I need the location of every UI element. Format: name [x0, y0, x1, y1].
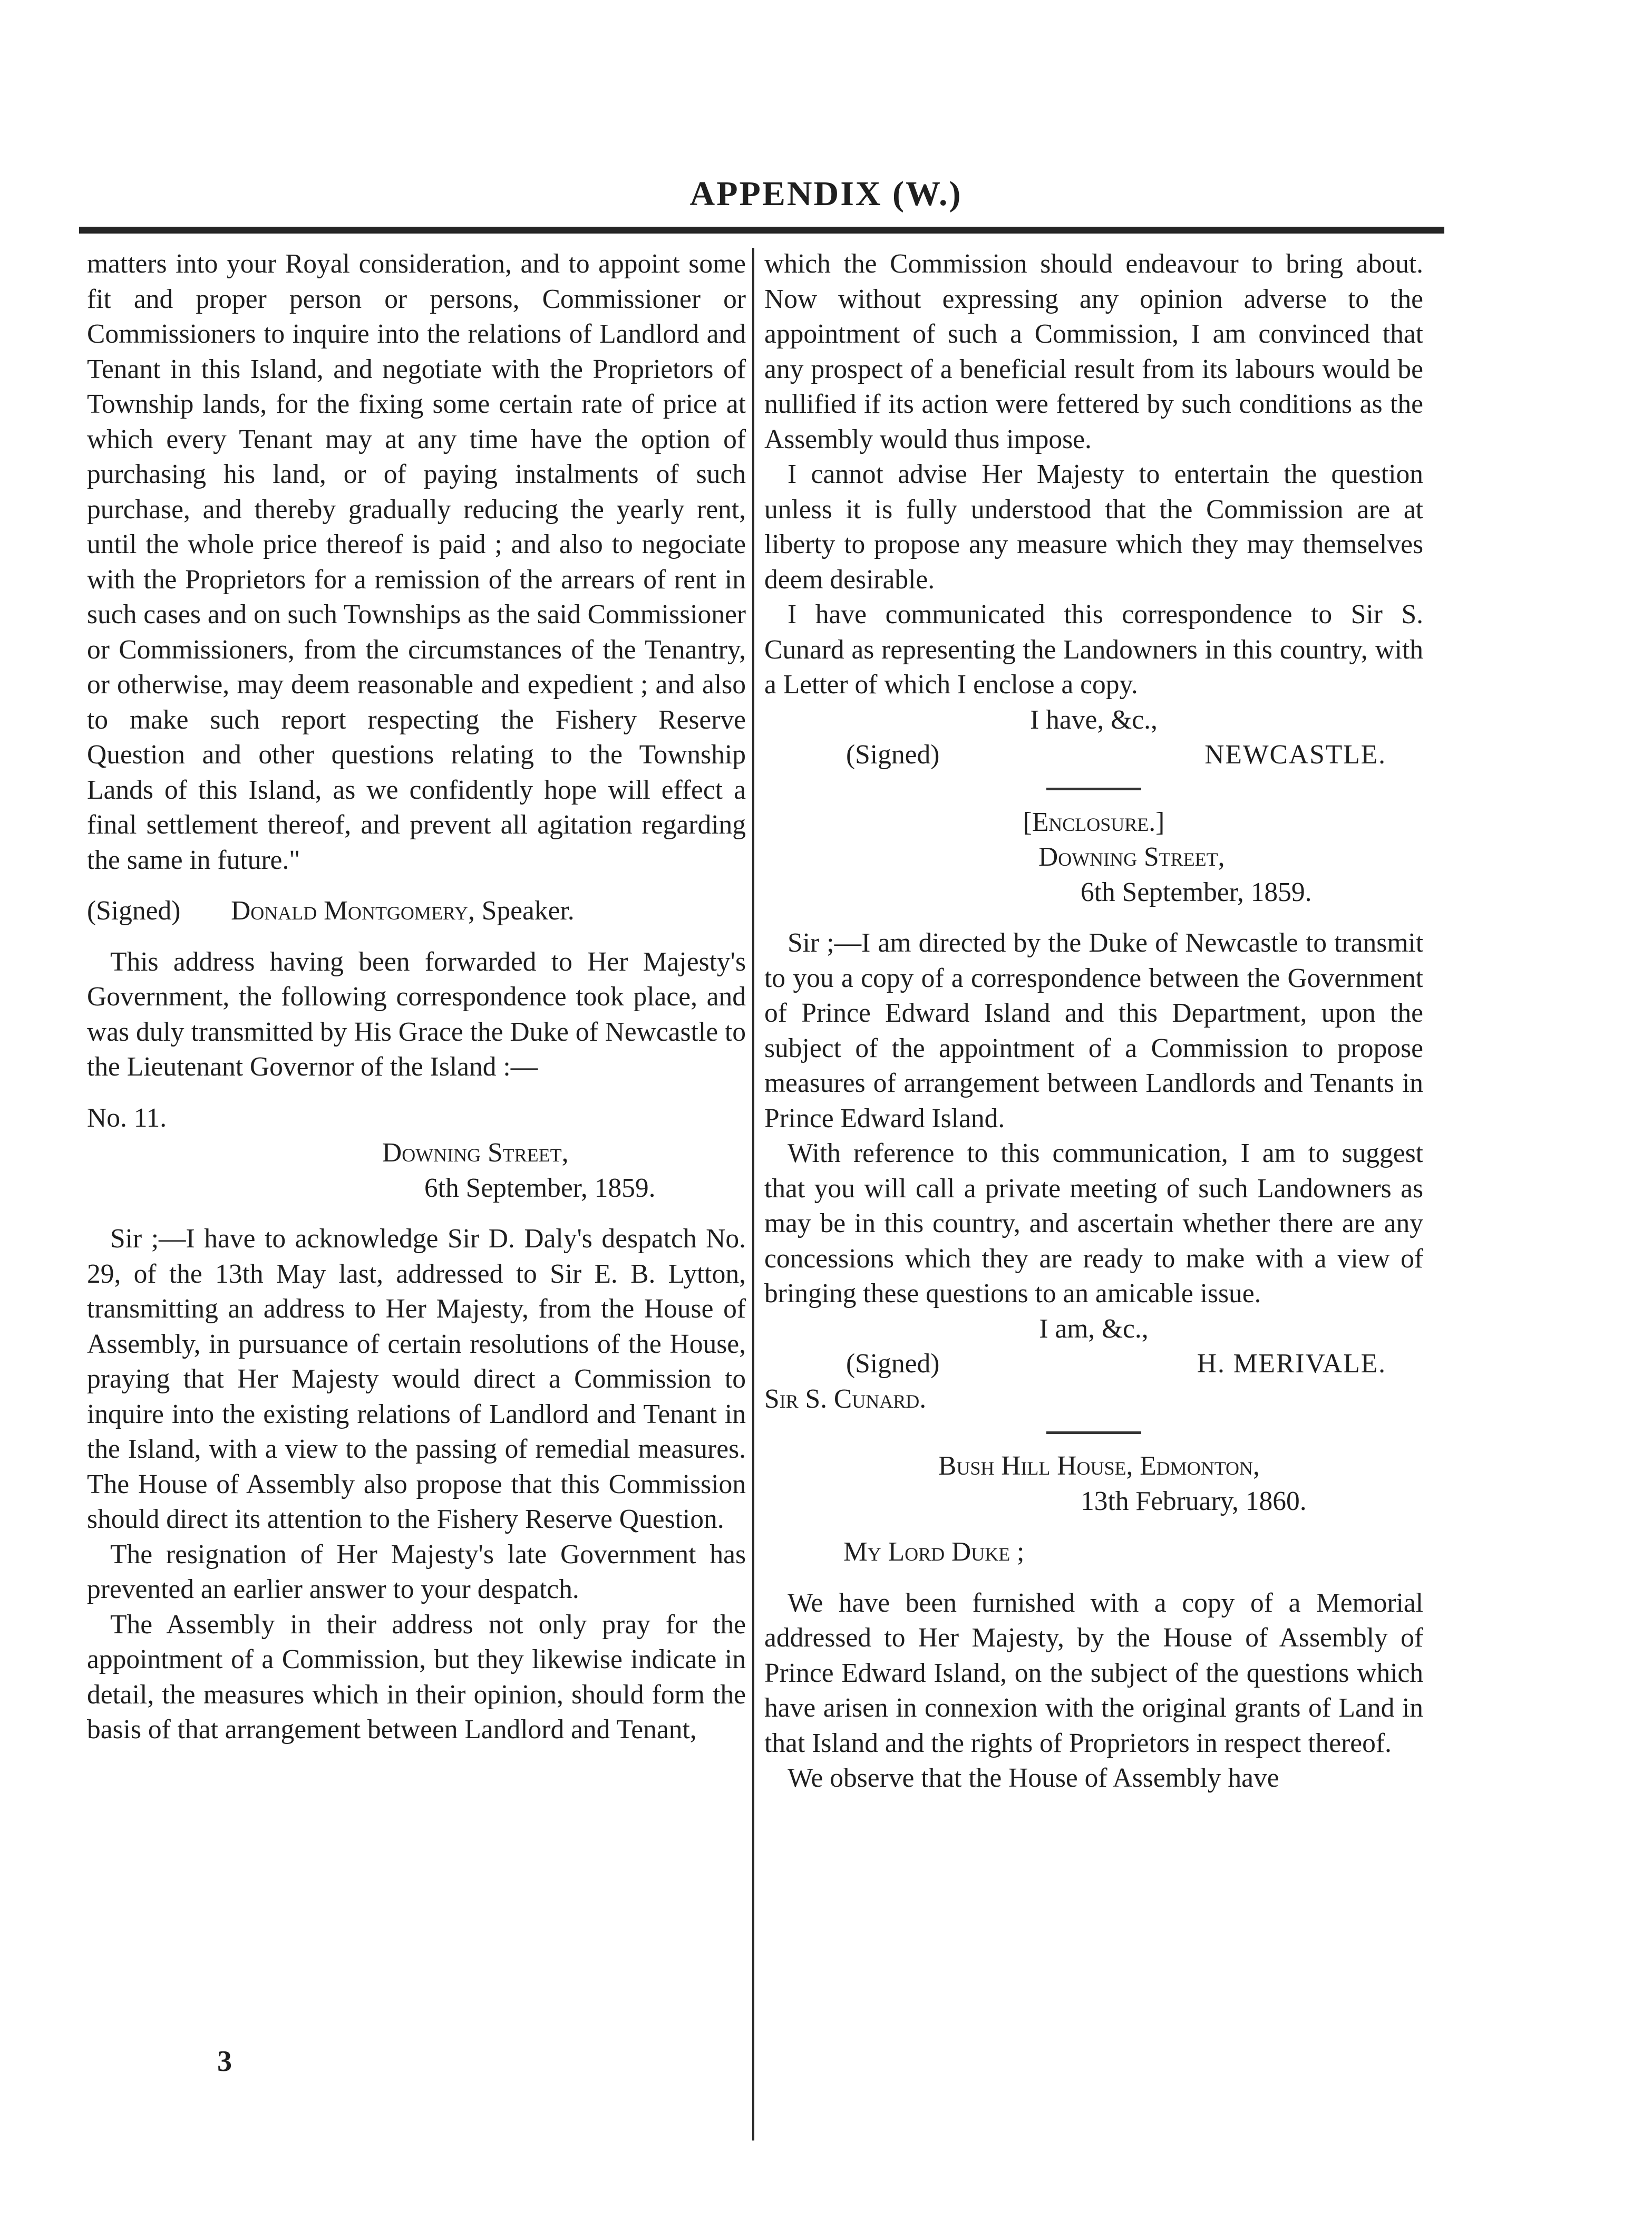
- signed-label: (Signed): [87, 896, 181, 926]
- signed-label: (Signed): [846, 1349, 940, 1379]
- left-paragraph-2: This address having been forwarded to Her Majesty's Government, the following correspondence took place, and was duly transmitted by His Grace the Duke of Newcastle to the Lieutenant Governor of the Island :—: [87, 946, 746, 1082]
- speaker-role: , Speaker.: [468, 896, 575, 926]
- newcastle-name: NEWCASTLE.: [1204, 740, 1386, 770]
- merivale-name: H. MERIVALE.: [1197, 1349, 1386, 1379]
- closing-2: I am, &c.,: [1039, 1313, 1149, 1344]
- right-address-line-3: Bush Hill House, Edmonton,: [938, 1451, 1260, 1481]
- merivale-signature-line: [764, 1347, 1423, 1382]
- left-paragraph-1: matters into your Royal consideration, and to appoint some fit and proper person or persons, Commissioner or Commissioners to inquire into the relations of Landlord and Tenant in this Island, and negotiate with the Proprietors of Township lands, for the fixing some certain rate of price at which every Tenant may at any time have the option of purchasing his land, or of paying instalments of such purchase, and thereby gradually reducing the yearly rent, until the whole price thereof is paid ; and also to negociate with the Proprietors for a remission of the arrears of rent in such cases and on such Townships as the said Commissioner or Commissioners, from the circumstances of the Tenantry, or otherwise, may deem reasonable and expedient ; and also to make such report respecting the Fishery Reserve Question and other questions relating to the Township Lands of this Island, as we confidently hope will effect a final settlement thereof, and prevent all agitation regarding the same in future.": [87, 249, 746, 875]
- salutation: My Lord Duke ;: [843, 1537, 1025, 1567]
- right-paragraph-7: We observe that the House of Assembly have: [788, 1763, 1279, 1793]
- right-paragraph-6: We have been furnished with a copy of a Memorial addressed to Her Majesty, by the House of Assembly of Prince Edward Island, on the subject of the questions which have arisen in connexion with the original grants of Land in that Island and the rights of Proprietors in respect thereof.: [764, 1587, 1423, 1758]
- left-column: [87, 247, 746, 2166]
- section-rule-1: [1046, 788, 1141, 790]
- speaker-signature-line: [87, 894, 746, 929]
- newcastle-signature-line: [764, 738, 1423, 773]
- recipient: Sir S. Cunard.: [764, 1383, 927, 1414]
- right-paragraph-3: I have communicated this correspondence to Sir S. Cunard as representing the Landowners in this country, with a Letter of which I enclose a copy.: [764, 599, 1423, 700]
- left-paragraph-3: Sir ;—I have to acknowledge Sir D. Daly's despatch No. 29, of the 13th May last, addressed to Sir E. B. Lytton, transmitting an address to Her Majesty, from the House of Assembly, in pursuance of certain resolutions of the House, praying that Her Majesty would direct a Commission to inquire into the existing relations of Landlord and Tenant in the Island, with a view to the passing of remedial measures. The House of Assembly also propose that this Commission should direct its attention to the Fishery Reserve Question.: [87, 1224, 746, 1534]
- left-address-line-1: Downing Street,: [382, 1138, 569, 1168]
- right-paragraph-4: Sir ;—I am directed by the Duke of Newcastle to transmit to you a copy of a correspondence between the Government of Prince Edward Island and this Department, upon the subject of the appointment of a Commission to propose measures of arrangement between Landlords and Tenants in Prince Edward Island.: [764, 928, 1423, 1134]
- right-address-line-4: 13th February, 1860.: [1081, 1486, 1307, 1516]
- right-address-line-2: 6th September, 1859.: [1081, 877, 1312, 907]
- right-column: [764, 247, 1423, 2166]
- left-address-line-2: 6th September, 1859.: [424, 1173, 656, 1203]
- page-header: APPENDIX (W.): [689, 175, 963, 213]
- enclosure-heading: [Enclosure.]: [1023, 807, 1165, 837]
- left-paragraph-5: The Assembly in their address not only pray for the appointment of a Commission, but they likewise indicate in detail, the measures which in their opinion, should form the basis of that arrangement between Landlord and Tenant,: [87, 1609, 746, 1745]
- right-address-line-1: Downing Street,: [1038, 842, 1225, 872]
- closing-1: I have, &c.,: [1030, 704, 1158, 735]
- section-rule-2: [1046, 1431, 1141, 1434]
- right-paragraph-2: I cannot advise Her Majesty to entertain the question unless it is fully understood that the Commission are at liberty to propose any measure which they may themselves deem desirable.: [764, 459, 1423, 595]
- despatch-number: No. 11.: [87, 1102, 167, 1133]
- signed-label: (Signed): [846, 740, 940, 770]
- page-number: 3: [217, 2045, 232, 2078]
- column-divider: [752, 248, 754, 2140]
- speaker-name: Donald Montgomery: [231, 896, 468, 926]
- left-paragraph-4: The resignation of Her Majesty's late Government has prevented an earlier answer to your despatch.: [87, 1539, 746, 1604]
- right-paragraph-5: With reference to this communication, I am to suggest that you will call a private meeting of such Landowners as may be in this country, and ascertain whether there are any concessions which they are ready to make with a view of bringing these questions to an amicable issue.: [764, 1138, 1423, 1309]
- right-paragraph-1: which the Commission should endeavour to bring about. Now without expressing any opinion adverse to the appointment of such a Commission, I am convinced that any prospect of a beneficial result from its labours would be nullified if its action were fettered by such conditions as the Assembly would thus impose.: [764, 249, 1423, 454]
- header-rule: [79, 227, 1444, 234]
